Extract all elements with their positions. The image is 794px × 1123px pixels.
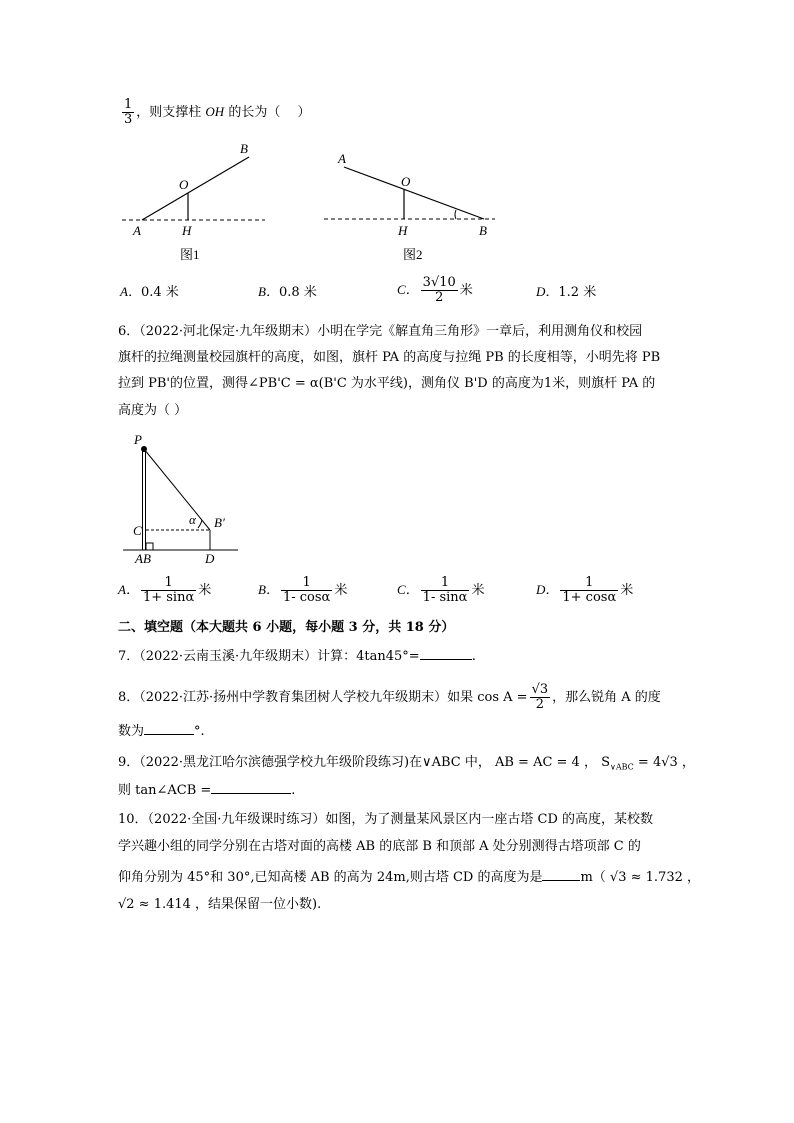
q9-text: 9．（2022·黑龙江哈尔滨德强学校九年级阶段练习)在∨ABC 中， AB = AC = 4 ， S	[118, 755, 611, 770]
option-d	[536, 576, 633, 605]
q6-line: 旗杆的拉绳测量校园旗杆的高度，如图，旗杆 PA 的高度与拉绳 PB 的长度相等，小明先将 PB	[118, 350, 661, 365]
q10-line4: √2 ≈ 1.414 ，结果保留一位小数).	[118, 897, 322, 912]
option-c	[397, 276, 473, 305]
unit: 米	[198, 583, 212, 598]
q10-line: 10．（2022·全国·九年级课时练习）如图，为了测量某风景区内一座古塔 CD 的高度，某校数	[118, 812, 654, 827]
option-d	[536, 284, 596, 301]
fraction-numerator: 3√10	[422, 275, 456, 290]
subscript: ∨ABC	[610, 762, 634, 772]
text: °.	[194, 724, 205, 739]
figure-flagpole	[123, 432, 238, 566]
q7	[118, 647, 476, 665]
q7-text: 7．（2022·云南玉溪·九年级期末）计算：4tan45°=	[118, 649, 420, 664]
option-text: 0.8 米	[278, 285, 317, 300]
text: 的长为（ ）	[224, 105, 311, 120]
label-b: B	[479, 223, 487, 238]
q8	[118, 683, 661, 712]
fraction-denominator: 1- cosα	[282, 590, 331, 605]
text: .	[291, 783, 296, 798]
option-b	[258, 576, 347, 605]
option-letter: A．	[120, 284, 141, 299]
unit: 米	[471, 583, 485, 598]
q9	[118, 755, 695, 776]
option-text: 0.4 米	[140, 285, 179, 300]
math-oh: OH	[205, 104, 225, 119]
option-letter: C．	[397, 582, 419, 597]
fraction-numerator: √3	[531, 682, 549, 697]
text: m（ √3 ≈ 1.732 ，	[580, 870, 700, 885]
q6-line: 6．（2022·河北保定·九年级期末）小明在学完《解直角三角形》一章后，利用测角仪和校园	[118, 324, 643, 339]
fraction-numerator: 1	[421, 576, 470, 591]
q10-line: 学兴趣小组的同学分别在古塔对面的高楼 AB 的底部 B 和顶部 A 处分别测得古塔项部 C 的	[118, 839, 641, 854]
label-c: C	[133, 523, 142, 538]
label-b-prime: B′	[214, 515, 225, 530]
fraction-numerator: 1	[124, 97, 133, 112]
label-o: O	[401, 174, 411, 189]
option-c	[397, 576, 484, 605]
q6-line: 高度为（ ）	[118, 403, 188, 418]
text: 仰角分别为 45°和 30°,已知高楼 AB 的高为 24m,则古塔 CD 的高度为是	[118, 870, 543, 885]
option-b	[258, 284, 317, 301]
figure-caption: 图2	[403, 247, 423, 262]
option-letter: B．	[258, 284, 279, 299]
label-h: H	[182, 223, 192, 238]
answer-blank[interactable]	[542, 868, 580, 881]
label-alpha: α	[189, 512, 196, 527]
fraction-denominator: 2	[435, 290, 444, 305]
label-b: B	[240, 141, 248, 156]
option-a	[118, 576, 211, 605]
unit: 米	[334, 583, 348, 598]
fraction-denominator: 1- sinα	[422, 590, 468, 605]
q8-line2	[118, 722, 205, 740]
fraction-numerator: 1	[560, 576, 618, 591]
fraction-denominator: 2	[535, 697, 544, 712]
figure-2	[324, 151, 495, 262]
text: = 4√3 ，	[633, 755, 695, 770]
text: 则 tan∠ACB =	[118, 783, 212, 798]
option-text: 1.2 米	[558, 285, 597, 300]
label-h: H	[398, 223, 408, 238]
answer-blank[interactable]	[211, 781, 291, 794]
label-ab: AB	[135, 551, 151, 566]
option-letter: B．	[258, 582, 279, 597]
text: ，则支撑柱	[136, 105, 206, 120]
answer-blank[interactable]	[144, 722, 194, 735]
text: ，那么锐角 A 的度	[552, 690, 661, 705]
fraction-denominator: 1+ sinα	[142, 590, 195, 605]
figure-1	[122, 141, 265, 262]
option-letter: D．	[536, 284, 559, 299]
q10-line3	[118, 868, 700, 886]
q6-line: 拉到 PB'的位置，测得∠PB'C = α(B'C 为水平线)，测角仪 B'D 的高度为1米，则旗杆 PA 的	[118, 376, 656, 391]
text: .	[471, 649, 476, 664]
option-letter: D．	[536, 582, 559, 597]
label-d: D	[205, 551, 215, 566]
option-a	[120, 284, 179, 301]
unit: 米	[620, 583, 634, 598]
fraction-numerator: 1	[281, 576, 332, 591]
option-letter: C．	[397, 282, 419, 297]
fraction-denominator: 1+ cosα	[562, 590, 617, 605]
section-heading: 二、填空题（本大题共 6 小题，每小题 3 分，共 18 分）	[118, 620, 455, 635]
unit: 米	[459, 283, 473, 298]
label-p: P	[134, 432, 142, 447]
text: 数为	[118, 724, 145, 739]
figure-caption: 图1	[180, 247, 200, 262]
fraction-numerator: 1	[141, 576, 196, 591]
option-letter: A．	[118, 582, 139, 597]
answer-blank[interactable]	[420, 647, 472, 660]
label-o: O	[179, 177, 189, 192]
label-a: A	[133, 223, 141, 238]
label-a: A	[338, 151, 346, 166]
fraction-denominator: 3	[124, 112, 133, 127]
q9-line2	[118, 781, 295, 799]
q8-text: 8．（2022·江苏·扬州中学教育集团树人学校九年级期末）如果 cos A =	[118, 690, 528, 705]
